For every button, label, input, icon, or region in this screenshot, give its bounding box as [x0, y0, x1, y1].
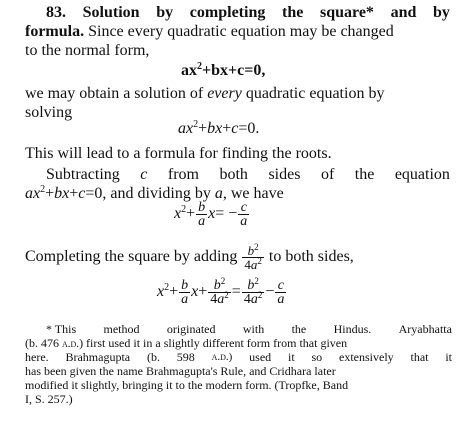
equation-solving: $ax^2+bx+c=0$. [178, 119, 260, 137]
footnote-line-1: * This method originated with the Hindus. Aryabhatta [46, 322, 452, 336]
intro-line-1: formula. Since every quadratic equation may be changed [25, 23, 394, 40]
completing-line: Completing the square by adding $\frac{b^2}{4a^2}$ to both sides, [25, 242, 354, 272]
subtract-line-2: $ax^2+bx+c=0$, and dividing by a, we have [25, 184, 284, 202]
solving-word: solving [25, 104, 73, 121]
footnote-line-3: here. Brahmagupta (b. 598 a.d.) used it so extensively that it [25, 350, 452, 364]
section-heading: 83. Solution by completing the square* and by [46, 4, 450, 21]
subtract-line-1: Subtracting c from both sides of the equation [46, 166, 450, 183]
footnote-line-4: has been given the name Brahmagupta's Rule, and Cridhara later [25, 364, 336, 378]
equation-divided: $x^2+$ $\frac{b}{a}$ x= − $\frac{c}{a}$ [174, 200, 248, 229]
footnote-line-6: I, S. 257.) [25, 392, 73, 406]
footnote-line-2: (b. 476 a.d.) first used it in a slightly different form from that given [25, 336, 348, 350]
equation-normal-form: $ax^2+bx+c=0$, [181, 61, 266, 79]
intro-line-2: to the normal form, [25, 42, 150, 59]
formula-line: This will lead to a formula for finding the roots. [25, 145, 332, 162]
obtain-line: we may obtain a solution of every quadratic equation by [25, 85, 385, 102]
equation-completed: $x^2+$ $\frac{b}{a}$ x+ $\frac{b^2}{4a^2}$ = $\frac{b^2}{4a^2}$ − $\frac{c}{a}$ [157, 276, 285, 307]
heading-number: 83. [46, 4, 66, 21]
footnote-line-5: modified it slightly, bringing it to the modern form. (Tropfke, Band [25, 378, 349, 392]
